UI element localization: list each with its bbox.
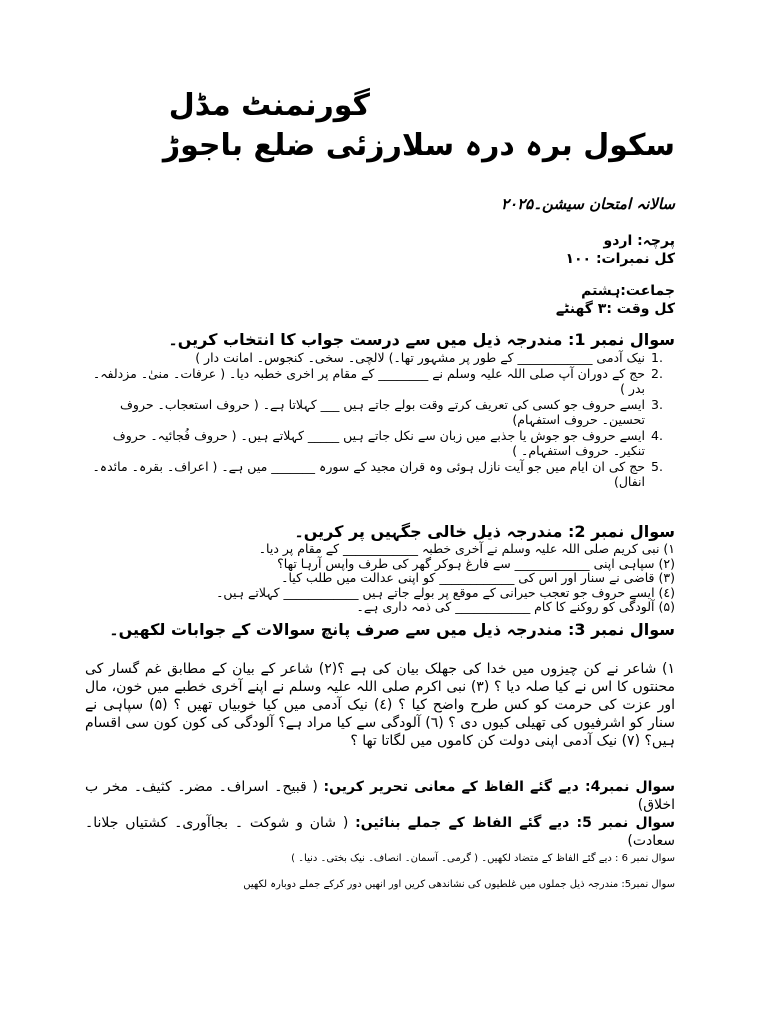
list-item: 1. نیک آدمی ____________ کے طور پر مشہور تھا۔) لالچی۔ سخی۔ کنجوس۔ امانت دار )	[195, 350, 663, 365]
total-time-label: کل وقت :۳ گھنٹے	[555, 301, 675, 317]
q1-item-text: نیک آدمی ____________ کے طور پر مشہور تھا۔) لالچی۔ سخی۔ کنجوس۔ امانت دار )	[195, 350, 645, 365]
total-marks-label: کل نمبرات: ۱۰۰	[565, 251, 675, 267]
list-item: (۳) قاضی نے سنار اور اس کی ____________ کو اپنی عدالت میں طلب کیا۔	[281, 570, 675, 585]
list-item: 5. حج کی ان ایام میں جو آیت نازل ہوئی وہ قران مجید کے سورہ _______ میں ہے۔ ( اعراف۔ بقرہ۔ مائدہ۔ انفال)	[92, 458, 663, 489]
list-item: (۲) سپاہی اپنی ____________ سے فارغ ہوکر گھر کی طرف واپس آرہا تھا؟	[277, 555, 675, 571]
class-label: جماعت:ہشتم	[581, 283, 675, 299]
school-title-line2: سکول برہ درہ سلارزئی ضلع باجوڑ	[162, 128, 675, 163]
q1-item-text: حج کے دوران آپ صلی اللہ علیہ وسلم نے ________ کے مقام پر اخری خطبہ دیا۔ ( عرفات۔ منیٰ۔ مزدلفہ۔ بدر )	[92, 365, 645, 396]
exam-session: سالانہ امتحان سیشن۔۲۰۲۵	[500, 195, 675, 213]
q4-block	[85, 778, 675, 814]
q5-block	[85, 814, 675, 850]
list-item: (۵) آلودگی کو روکنے کا کام ____________ کی ذمہ داری ہے۔	[356, 599, 675, 614]
q6-text: سوال نمبر 6 : دیے گئے الفاظ کے متضاد لکھیں۔ ( گرمی۔ آسمان۔ انصاف۔ نیک بختی۔ دنیا۔ )	[291, 853, 675, 864]
q7-text: سوال نمبر5: مندرجہ ذیل جملوں میں غلطیوں کی نشاندھی کریں اور انھیں دور کرکے جملے دوبارہ لکھیں	[243, 879, 675, 890]
q2-heading: سوال نمبر 2: مندرجہ ذیل خالی جگہیں پر کریں۔	[294, 522, 675, 541]
q3-heading: سوال نمبر 3: مندرجہ ذیل میں سے صرف پانچ سوالات کے جوابات لکھیں۔	[109, 620, 675, 639]
q1-heading: سوال نمبر 1: مندرجہ ذیل میں سے درست جواب کا انتخاب کریں۔	[168, 330, 675, 349]
list-item: 2. حج کے دوران آپ صلی اللہ علیہ وسلم نے ________ کے مقام پر اخری خطبہ دیا۔ ( عرفات۔ منیٰ۔ مزدلفہ۔ بدر )	[92, 365, 663, 396]
q5-label: سوال نمبر 5: دیے گئے الفاظ کے جملے بنائیں:	[355, 815, 675, 831]
school-title-line1: گورنمنٹ مڈل	[168, 88, 370, 123]
q1-item-text: ایسے حروف جو جوش یا جذبے میں زبان سے نکل جاتے ہیں _____ کہلاتے ہیں۔ ( حروف فُجائیہ۔ حروف تنکیر۔ حروف استفہام۔ )	[112, 427, 645, 458]
q2-fill-blanks	[95, 542, 675, 615]
list-item: 3. ایسے حروف جو کسی کی تعریف کرتے وقت بولے جاتے ہیں ___ کہلاتا ہے۔ ( حروف استعجاب۔ حروف تحسین۔ حروف استفہام)	[119, 396, 663, 427]
q1-options-list	[85, 350, 675, 490]
list-item: (٤) ایسے حروف جو تعجب حیرانی کے موقع پر بولے جاتے ہیں ____________ کہلاتے ہیں۔	[216, 584, 675, 600]
q1-item-text: ایسے حروف جو کسی کی تعریف کرتے وقت بولے جاتے ہیں ___ کہلاتا ہے۔ ( حروف استعجاب۔ حروف تحسین۔ حروف استفہام)	[119, 396, 645, 427]
list-item: 4. ایسے حروف جو جوش یا جذبے میں زبان سے نکل جاتے ہیں _____ کہلاتے ہیں۔ ( حروف فُجائیہ۔ حروف تنکیر۔ حروف استفہام۔ )	[112, 427, 663, 458]
q4-words: ( قبیح۔ اسراف۔ مضر۔ کثیف۔ مخر ب اخلاق)	[85, 779, 675, 813]
list-item: ۱) نبی کریم صلی اللہ علیہ وسلم نے آخری خطبہ ____________ کے مقام پر دیا۔	[258, 541, 675, 556]
q3-questions: ۱) شاعر نے کن چیزوں میں خدا کی جھلک بیان کی ہے ؟(۲) شاعر کے بیان کے مطابق غم گسار کی محنتوں کا اس نے کیا صلہ دیا ؟ (۳) نبی اکرم صلی اللہ علیہ وسلم نے اپنے آخری خطبے میں خون، مال اور عزت کی حرمت کو کس طرح واضح کیا ؟ (٤) نیک آدمی میں کیا خوبیاں تھیں ؟ (۵) سپاہی نے سنار کو اشرفیوں کی تھیلی کیوں دی ؟ (٦) آلودگی سے کیا مراد ہے؟ آلودگی کی کون کون سی اقسام ہیں؟ (۷) نیک آدمی اپنی دولت کن کاموں میں لگاتا تھا ؟	[85, 661, 676, 749]
q1-item-text: حج کی ان ایام میں جو آیت نازل ہوئی وہ قران مجید کے سورہ _______ میں ہے۔ ( اعراف۔ بقرہ۔ مائدہ۔ انفال)	[92, 458, 645, 489]
subject-label: پرچہ: اردو	[603, 233, 675, 249]
q4-label: سوال نمبر4: دیے گئے الفاظ کے معانی تحریر کریں:	[323, 779, 675, 795]
q5-words: ( شان و شوکت ۔ بجاآوری۔ کشتیاں جلانا۔ سعادت)	[85, 815, 675, 849]
